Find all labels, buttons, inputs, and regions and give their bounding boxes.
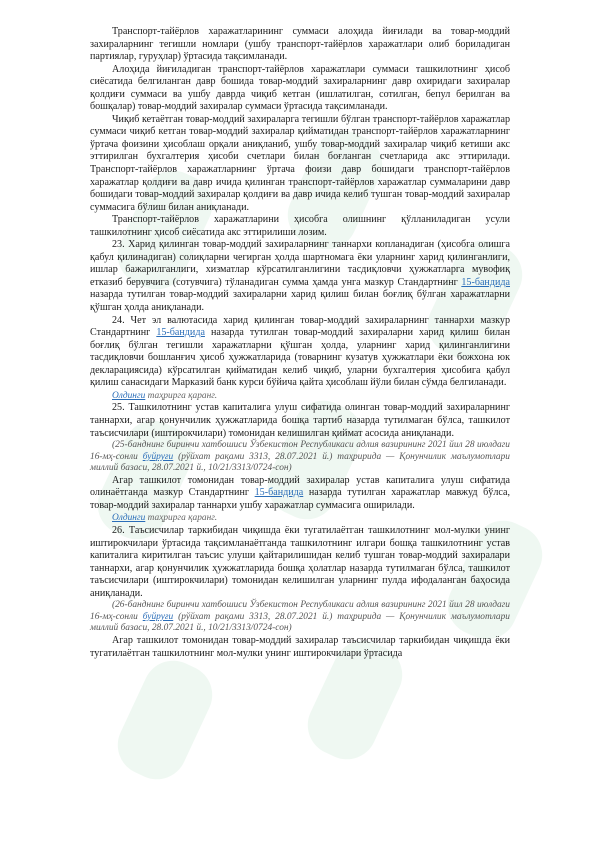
clause-15-link[interactable]: 15-бандида xyxy=(254,487,304,499)
previous-edition-note xyxy=(90,512,510,525)
paragraph-23 xyxy=(90,239,510,314)
paragraph-25: 25. Ташкилотнинг устав капиталига улуш сифатида олинган товар-моддий захираларнинг таннархи, агар қонунчилик ҳужжатларида бошқа тартиб назарда тутилмаган бўлса, ташкилот таъсисчилари (иштирокчилари) томонидан келишилган қиймат асосида аниқланади. xyxy=(90,402,510,439)
amendment-note xyxy=(90,600,510,635)
paragraph: Транспорт-тайёрлов харажатларини ҳисобга олишнинг қўлланиладиган усули ташкилотнинг ҳисоб сиёсатида акс эттирилиши лозим. xyxy=(90,214,510,238)
paragraph xyxy=(90,475,510,513)
previous-edition-link[interactable]: Олдинги xyxy=(112,513,146,524)
paragraph: Чиқиб кетаётган товар-моддий захираларга тегишли бўлган транспорт-тайёрлов харажатлар суммаси чиқиб кетган товар-моддий захиралар қийматидан транспорт-тайёрлов харажатларнинг ўртача фоизини ҳисоблаш орқали аниқланиб, ушбу товар-моддий захиралар чиқиб кетиши акс эттирилган бухгалтерия ҳисоби счетлари билан боғланган счетларида акс эттирилади. Транспорт-тайёрлов харажатларнинг ўртача фоизи давр бошидаги транспорт-тайёрлов харажатлар қолдиғи ва давр ичида қилинган транспорт-тайёрлов харажатлар суммаларини давр бошидаги товар-моддий захиралар қолдиғи ва давр ичида келиб тушган товар-моддий захиралар суммасига бўлиш билан аниқланади. xyxy=(90,113,510,213)
paragraph-text: назарда тутилган харажатлар мавжуд бўлса, товар-моддий захиралар таннархи ушбу харажатлар суммасига оширилади. xyxy=(90,487,510,511)
clause-15-link[interactable]: 15-бандида xyxy=(156,327,205,339)
order-link[interactable]: буйруғи xyxy=(142,611,174,622)
previous-edition-link[interactable]: Олдинги xyxy=(112,390,146,401)
paragraph-26: 26. Таъсисчилар таркибидан чиқишда ёки тугатилаётган ташкилотнинг мол-мулки унинг иштирокчилари ўртасида тақсимланаётганда ташкилотнинг илгари бошқа ташкилотнинг устав капиталига киритилган таъсис улуши қайтарилишидан келиб тушган товар-моддий захиралари таннархи, агар қонунчилик ҳужжатларида бошқа ҳолатлар назарда тутилмаган бўлса, ташкилот таъсисчилари (иштирокчилари) томонидан келишилган уларнинг пулда ифодаланган баҳосида аниқланади. xyxy=(90,525,510,599)
previous-edition-note xyxy=(90,390,510,403)
paragraph: Алоҳида йиғиладиган транспорт-тайёрлов харажатлари суммаси ташкилотнинг ҳисоб сиёсатида белгиланган давр бошида товар-моддий захираларнинг давр охиридаги захиралар қолдиғи суммаси ва ушбу даврда чиқиб кетган (ишлатилган, сотилган, бепул берилган ва бошқалар) товар-моддий захиралар суммаси ўртасида тақсимланади. xyxy=(90,63,510,113)
note-text: (26-банднинг биринчи хатбошиси Ўзбекистон Республикаси адлия вазирининг 2021 йил 28 июлдаги 16-мҳ-сонли xyxy=(90,600,510,622)
note-text: таҳрирга қаранг. xyxy=(145,513,218,524)
paragraph-text: назарда тутилган товар-моддий захираларни харид қилиш билан боғлиқ бўлган тегишли харажатларни қўшган ҳолда, уларнинг харид қилинганлигини тасдиқловчи бошланғич ҳисоб ҳужжатларида (товарнинг кузатув ҳужжатлари ёки божхона юк декларациясида) кўрсатилган қийматидан келиб чиқиб, уларни бухгалтерия ҳисобига қабул қилиш санасидаги Марказий банк курси бўйича қайта ҳисоблаш йўли билан сўмда белгиланади. xyxy=(90,327,510,389)
paragraph: Транспорт-тайёрлов харажатларининг суммаси алоҳида йиғилади ва товар-моддий захираларнинг тегишли номлари (ушбу транспорт-тайёрлов харажатлари олиб бориладиган партиялар, гуруҳлар) ўртасида тақсимланади. xyxy=(90,26,510,63)
note-text: (рўйхат рақами 3313, 28.07.2021 й.) таҳририда — Қонунчилик маълумотлари миллий базаси, 28.07.2021 й., 10/21/3313/0724-сон) xyxy=(90,611,510,634)
amendment-note xyxy=(90,440,510,475)
paragraph-24 xyxy=(90,315,510,390)
watermark-shape xyxy=(108,651,222,789)
note-text: (рўйхат рақами 3313, 28.07.2021 й.) таҳририда — Қонунчилик маълумотлари миллий базаси, 28.07.2021 й., 10/21/3313/0724-сон) xyxy=(90,451,510,474)
paragraph-text: Агар ташкилот томонидан товар-моддий захиралар устав капиталига улуш сифатида олинаётганда мазкур Стандартнинг xyxy=(90,474,510,499)
clause-15-link[interactable]: 15-бандида xyxy=(461,276,510,288)
paragraph-text: назарда тутилган товар-моддий захираларни харид қилиш билан боғлиқ бўлган харажатларни қўшган ҳолда аниқланади. xyxy=(90,289,510,314)
note-text: таҳрирга қаранг. xyxy=(145,390,218,401)
note-text: (25-банднинг биринчи хатбошиси Ўзбекистон Республикаси адлия вазирининг 2021 йил 28 июлдаги 16-мҳ-сонли xyxy=(90,440,510,462)
paragraph: Агар ташкилот томонидан товар-моддий захиралар таъсисчилар таркибидан чиқишда ёки тугатилаётган ташкилотнинг мол-мулки унинг иштирокчилари ўртасида xyxy=(90,635,510,659)
paragraph-text: 23. Харид қилинган товар-моддий захираларнинг таннархи копланадиган (ҳисобга олишга қабул қилинадиган) солиқларни чегирган ҳолда шартномага ёки уларнинг харид қилинганлиги, ишлар бажарилганлиги, хизматлар кўрсатилганлигини тасдиқловчи ҳужжатларга мувофиқ етказиб берувчига (сотувчига) тўланадиган сумма ҳамда унга мазкур Стандартнинг xyxy=(90,239,510,288)
paragraph-text: 24. Чет эл валютасида харид қилинган товар-моддий захираларнинг таннархи мазкур Стандартнинг xyxy=(90,314,510,339)
order-link[interactable]: буйруғи xyxy=(142,451,174,462)
document-page xyxy=(90,26,510,660)
